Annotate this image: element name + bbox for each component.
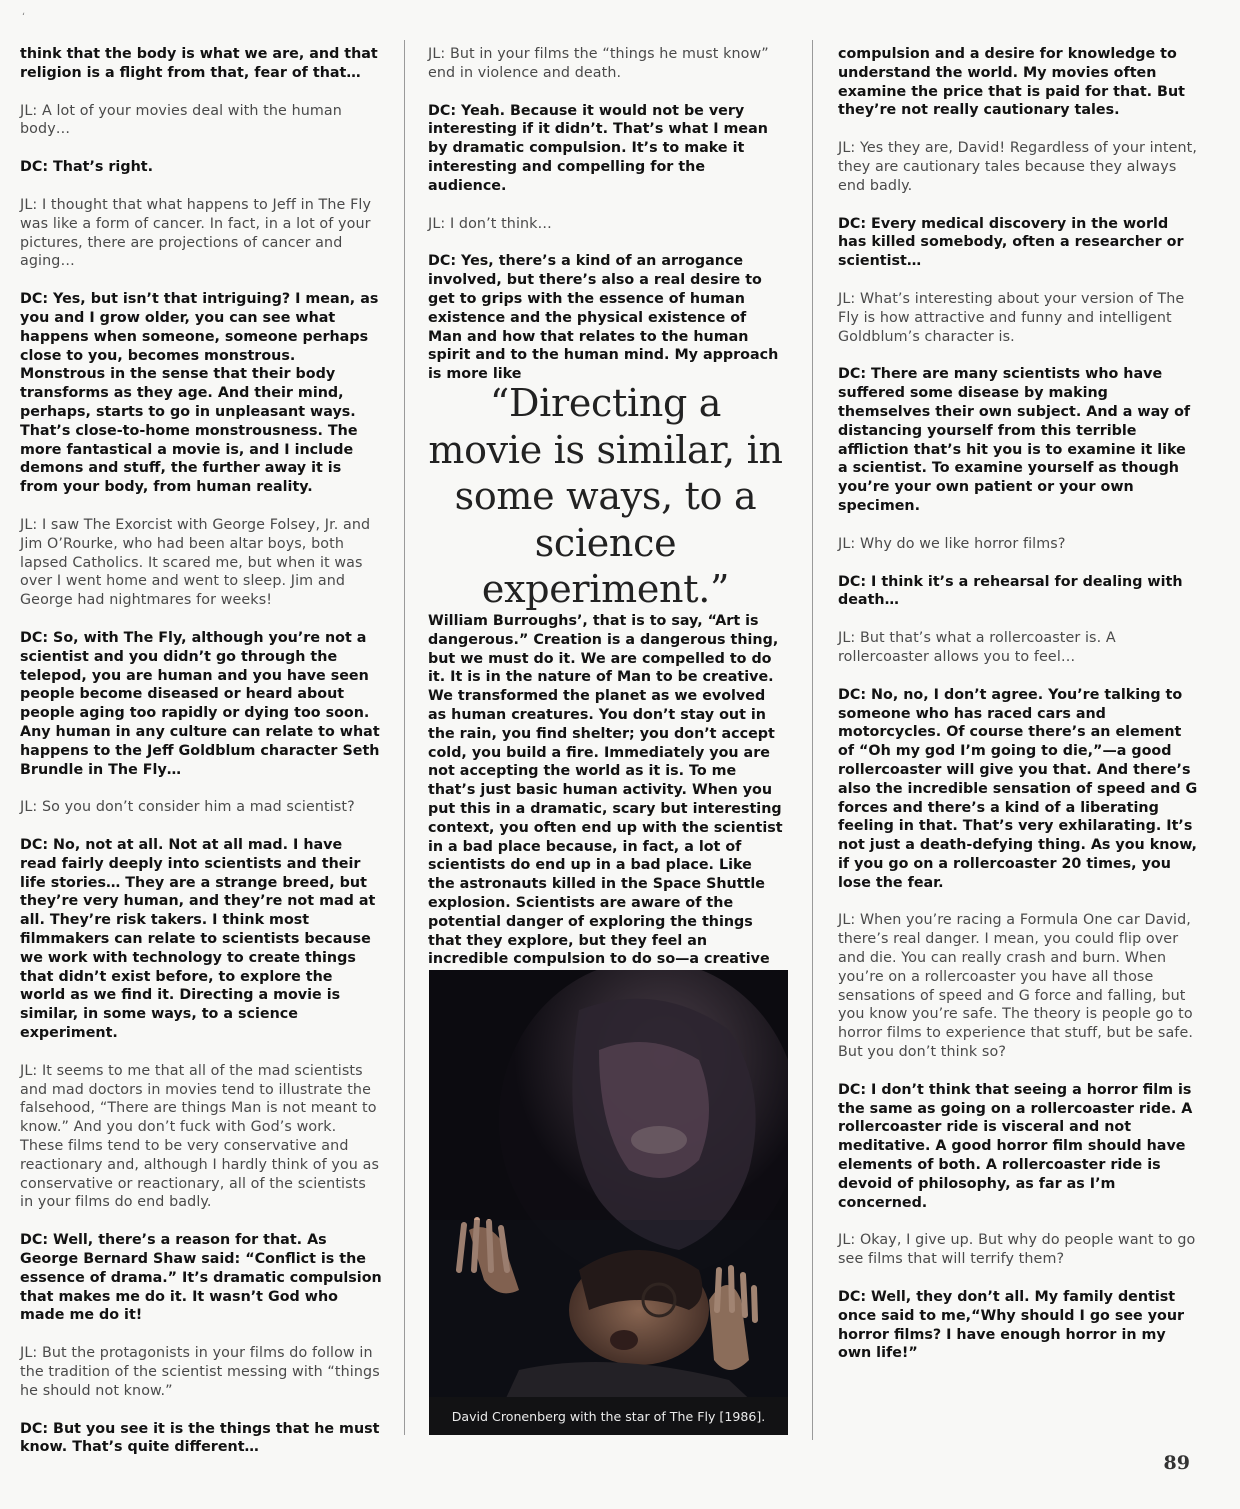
interviewee-answer: DC: So, with The Fly, although you’re not a scientist and you didn’t go through the telepod, you are human and you have seen people become diseased or heard about people aging too rapidly or dying too soon. Any human in any culture can relate to what happens to the Jeff Goldblum character Seth Brundle in The Fly…	[20, 629, 380, 778]
interviewer-question: JL: When you’re racing a Formula One car David, there’s real danger. I mean, you could flip over and die. You can really crash and burn. When you’re on a rollercoaster you have all those sensations of speed and G force and falling, but you know you’re safe. The theory is people go to horror films to experience that stuff, but be safe. But you don’t think so?	[838, 912, 1193, 1061]
interviewee-answer: DC: There are many scientists who have suffered some disease by making themselves their own subject. And a way of distancing yourself from this terrible affliction that’s hit you is to examine it like a scientist. To examine yourself as though you’re your own patient or your own specimen.	[838, 366, 1191, 514]
interviewee-answer: DC: Yes, but isn’t that intriguing? I mean, as you and I grow older, you can see what happens when someone, someone perhaps close to you, becomes monstrous. Monstrous in the sense that their body transforms as they age. And their mind, perhaps, starts to go in unpleasant ways. That’s close-to-home monstrousness. The more fantastical a movie is, and I include demons and stuff, the further away it is from your body, from human reality.	[20, 291, 379, 496]
corner-mark: ʻ	[22, 12, 26, 23]
interviewer-question: JL: Okay, I give up. But why do people want to go see films that will terrify them?	[838, 1232, 1196, 1268]
film-still-image	[429, 970, 788, 1435]
interviewee-answer: DC: I don’t think that seeing a horror film is the same as going on a rollercoaster ride. A rollercoaster ride is visceral and not meditative. A good horror film should have elements of both. A rollercoaster ride is devoid of philosophy, as far as I’m concerned.	[838, 1081, 1193, 1211]
text-column-middle-top	[428, 45, 783, 403]
interviewee-answer: DC: Yeah. Because it would not be very interesting if it didn’t. That’s what I mean by dramatic compulsion. It’s to make it interesting and compelling for the audience.	[428, 102, 768, 194]
interviewer-question: JL: A lot of your movies deal with the human body…	[20, 102, 342, 138]
interviewer-question: JL: So you don’t consider him a mad scientist?	[20, 799, 355, 816]
interviewee-answer: DC: Yes, there’s a kind of an arrogance involved, but there’s also a real desire to get to grips with the essence of human existence and the physical existence of Man and how that relates to the human spirit and to the human mind. My approach is more like	[428, 253, 779, 383]
interviewer-question: JL: Why do we like horror films?	[838, 535, 1066, 552]
interviewee-answer: William Burroughs’, that is to say, “Art is dangerous.” Creation is a dangerous thing, but we must do it. We are compelled to do it. It is in the nature of Man to be creative. We transformed the planet as we evolved as human creatures. You don’t stay out in the rain, you find shelter; you don’t accept cold, you build a fire. Immediately you are not accepting the world as it is. To me that’s just basic human activity. When you put this in a dramatic, scary but interesting context, you often end up with the scientist in a bad place because, in fact, a lot of scientists do end up in a bad place. Like the astronauts killed in the Space Shuttle explosion. Scientists are aware of the potential danger of exploring the things that they explore, but they feel an incredible compulsion to do so—a creative	[428, 613, 783, 968]
interviewee-answer: DC: Well, they don’t all. My family dentist once said to me,“Why should I go see your horror films? I have enough horror in my own life!”	[838, 1289, 1185, 1362]
column-divider-left	[404, 40, 405, 1435]
text-column-right	[838, 45, 1198, 1382]
interviewer-question: JL: What’s interesting about your version of The Fly is how attractive and funny and intelligent Goldblum’s character is.	[838, 290, 1185, 345]
interviewee-answer: DC: That’s right.	[20, 159, 154, 176]
column-divider-right	[812, 40, 813, 1440]
interviewee-answer: DC: No, not at all. Not at all mad. I have read fairly deeply into scientists and their life stories… They are a strange breed, but they’re very human, and they’re not mad at all. They’re risk takers. I think most filmmakers can relate to scientists because we work with technology to create things that didn’t exist before, to explore the world as we find it. Directing a movie is similar, in some ways, to a science experiment.	[20, 837, 376, 1042]
page-number: 89	[1163, 1452, 1190, 1474]
interviewer-question: JL: But in your films the “things he must know” end in violence and death.	[428, 46, 769, 81]
interviewer-question: JL: But that’s what a rollercoaster is. A rollercoaster allows you to feel…	[838, 630, 1116, 665]
interviewer-question: JL: But the protagonists in your films do follow in the tradition of the scientist messing with “things he should not know.”	[20, 1345, 380, 1399]
interviewer-question: JL: I saw The Exorcist with George Folsey, Jr. and Jim O’Rourke, who had been altar boys, both lapsed Catholics. It scared me, but when it was over I went home and went to sleep. Jim and George had nightmares for weeks!	[20, 516, 371, 609]
interviewer-question: JL: I don’t think…	[428, 215, 552, 232]
interviewee-answer: DC: But you see it is the things that he must know. That’s quite different…	[20, 1420, 380, 1456]
interviewer-question: JL: I thought that what happens to Jeff in The Fly was like a form of cancer. In fact, in a lot of your pictures, there are projections of cancer and aging…	[20, 196, 372, 270]
interviewee-answer: compulsion and a desire for knowledge to understand the world. My movies often examine the price that is paid for that. But they’re not really cautionary tales.	[838, 46, 1185, 119]
interviewee-answer: DC: I think it’s a rehearsal for dealing with death…	[838, 573, 1183, 609]
text-column-middle-bottom	[428, 612, 783, 988]
interviewer-question: JL: It seems to me that all of the mad scientists and mad doctors in movies tend to illustrate the falsehood, “There are things Man is not meant to know.” And you don’t fuck with God’s work. These films tend to be very conservative and reactionary and, although I hardly think of you as conservative or reactionary, all of the scientists in your films do end badly.	[20, 1062, 380, 1211]
interviewee-answer: DC: No, no, I don’t agree. You’re talking to someone who has raced cars and motorcycles. Of course there’s an element of “Oh my god I’m going to die,”—a good rollercoaster will give you that. And there’s also the incredible sensation of speed and G forces and there’s a kind of a liberating feeling in that. That’s very exhilarating. It’s not just a death-defying thing. As you know, if you go on a rollercoaster 20 times, you lose the fear.	[838, 686, 1198, 891]
interviewee-answer: DC: Every medical discovery in the world has killed somebody, often a researcher or scientist…	[838, 215, 1184, 270]
text-column-left	[20, 45, 382, 1476]
interviewee-answer: think that the body is what we are, and that religion is a flight from that, fear of that…	[20, 46, 378, 81]
pull-quote: “Directing a movie is similar, in some ways, to a science experiment.”	[428, 381, 783, 611]
interviewee-answer: DC: Well, there’s a reason for that. As George Bernard Shaw said: “Conflict is the essence of drama.” It’s dramatic compulsion that makes me do it. It wasn’t God who made me do it!	[20, 1232, 382, 1324]
photo-caption: David Cronenberg with the star of The Fly [1986].	[429, 1397, 788, 1435]
interviewer-question: JL: Yes they are, David! Regardless of your intent, they are cautionary tales because they always end badly.	[838, 140, 1197, 194]
film-still-photo	[429, 970, 788, 1435]
